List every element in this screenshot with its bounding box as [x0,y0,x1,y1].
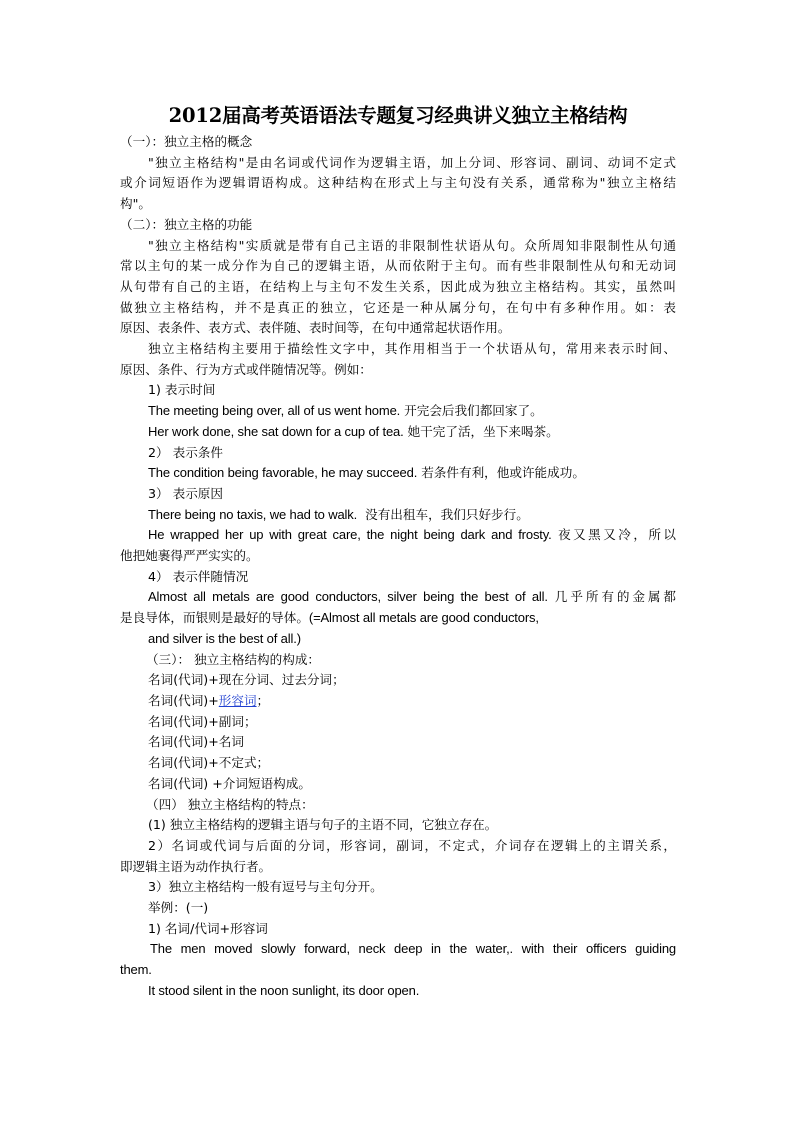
structure-item-5: 名词(代词)+不定式； [148,755,270,771]
example-chinese: 开完会后我们都回家了。 [404,403,543,419]
example-english: and silver is the best of all.) [148,630,301,646]
structure-item-1: 名词(代词)+现在分词、过去分词； [148,672,345,688]
section-2-p1-line-4: 做独立主格结构，并不是真正的独立，它还是一种从属分句，在句中有多种作用。如：表 [120,299,676,315]
example-english: Her work done, she sat down for a cup of tea. [148,423,404,439]
example-chinese: 夜又黑又冷，所以 [558,527,677,543]
structure-item-6: 名词(代词) +介词短语构成。 [148,775,311,791]
use-time-label: 1) 表示时间 [148,382,216,398]
document-page [120,103,676,1002]
example-chinese: 几乎所有的金属都 [554,589,676,605]
structure-item-2-prefix: 名词(代词)+ [148,692,219,708]
example-english: (=Almost all metals are good conductors, [308,610,539,626]
section-2-p1-line-5: 原因、表条件、表方式、表伴随、表时间等，在句中通常起状语作用。 [120,320,511,336]
structure-item-2 [120,691,676,712]
structure-item-4: 名词(代词)+名词 [148,734,244,750]
example-sentence-1-cont [120,960,676,981]
use-reason-example-2 [120,525,676,546]
example-english: The meeting being over, all of us went home. [148,403,401,419]
example-sentence-1 [120,939,676,960]
example-chinese: 若条件有利，他或许能成功。 [421,465,585,481]
example-english: He wrapped her up with great care, the night being dark and frosty. [148,527,552,543]
section-1-line-3: 构"。 [120,196,151,212]
feature-1: (1) 独立主格结构的逻辑主语与句子的主语不同，它独立存在。 [148,817,498,833]
section-2-heading: （二）：独立主格的功能 [120,216,253,232]
example-chinese: 没有出租车，我们只好步行。 [365,506,529,522]
section-3-heading: （三）： 独立主格结构的构成： [146,651,321,667]
feature-2-cont: 即逻辑主语为动作执行者。 [120,858,272,874]
example-english: There being no taxis, we had to walk. [148,506,358,522]
structure-item-3: 名词(代词)+副词； [148,713,257,729]
example-english: The condition being favorable, he may succeed. [148,465,418,481]
examples-subheading-1: 1) 名词/代词+形容词 [148,920,268,936]
example-sentence-2 [120,981,676,1002]
use-accompany-label: 4） 表示伴随情况 [148,568,249,584]
structure-item-2-suffix: ； [256,692,270,708]
feature-3: 3）独立主格结构一般有逗号与主句分开。 [148,879,383,895]
section-2-p1-line-3: 从句带有自己的主语，在结构上与主句不发生关系，因此成为独立主格结构。其实，虽然叫 [120,278,676,294]
section-2-p2-line-2: 原因、条件、行为方式或伴随情况等。例如： [120,361,372,377]
section-2-p1-line-2: 常以主句的某一成分作为自己的逻辑主语，从而依附于主句。而有些非限制性从句和无动词 [120,258,676,274]
feature-2: 2）名词或代词与后面的分词，形容词，副词，不定式，介词存在逻辑上的主谓关系， [148,837,676,853]
use-reason-example-1 [120,505,676,526]
use-accompany-example-cont [120,608,676,629]
example-english: Almost all metals are good conductors, silver being the best of all. [148,589,548,605]
use-accompany-example-end [120,629,676,650]
use-time-example-2 [120,422,676,443]
section-1-line-2: 或介词短语作为逻辑谓语构成。这种结构在形式上与主句没有关系，通常称为"独立主格结 [120,175,676,191]
document-title: 2012届高考英语语法专题复习经典讲义独立主格结构 [168,104,628,127]
use-condition-label: 2） 表示条件 [148,444,223,460]
section-2-p1-line-1: "独立主格结构"实质就是带有自己主语的非限制性状语从句。众所周知非限制性从句通 [148,237,676,253]
example-english: It stood silent in the noon sunlight, its door open. [148,982,420,998]
example-english: The men moved slowly forward, neck deep in the water,. with their officers guiding [150,941,676,957]
section-1-heading: （一）：独立主格的概念 [120,134,253,149]
adjective-link[interactable]: 形容词 [218,692,257,708]
use-accompany-example [120,587,676,608]
section-1-line-1: "独立主格结构"是由名词或代词作为逻辑主语，加上分词、形容词、副词、动词不定式 [148,154,676,170]
section-4-heading: （四） 独立主格结构的特点： [146,796,314,812]
use-condition-example [120,463,676,484]
section-2-p2-line-1: 独立主格结构主要用于描绘性文字中，其作用相当于一个状语从句，常用来表示时间、 [148,341,676,357]
use-reason-label: 3） 表示原因 [148,485,223,501]
example-chinese: 她干完了活，坐下来喝茶。 [407,423,559,439]
examples-heading: 举例：(一) [148,900,209,916]
use-reason-example-2-cont: 他把她裹得严严实实的。 [120,548,259,564]
use-time-example-1 [120,401,676,422]
example-english: them. [120,962,152,978]
example-chinese: 是良导体，而银则是最好的导体。 [120,610,309,626]
